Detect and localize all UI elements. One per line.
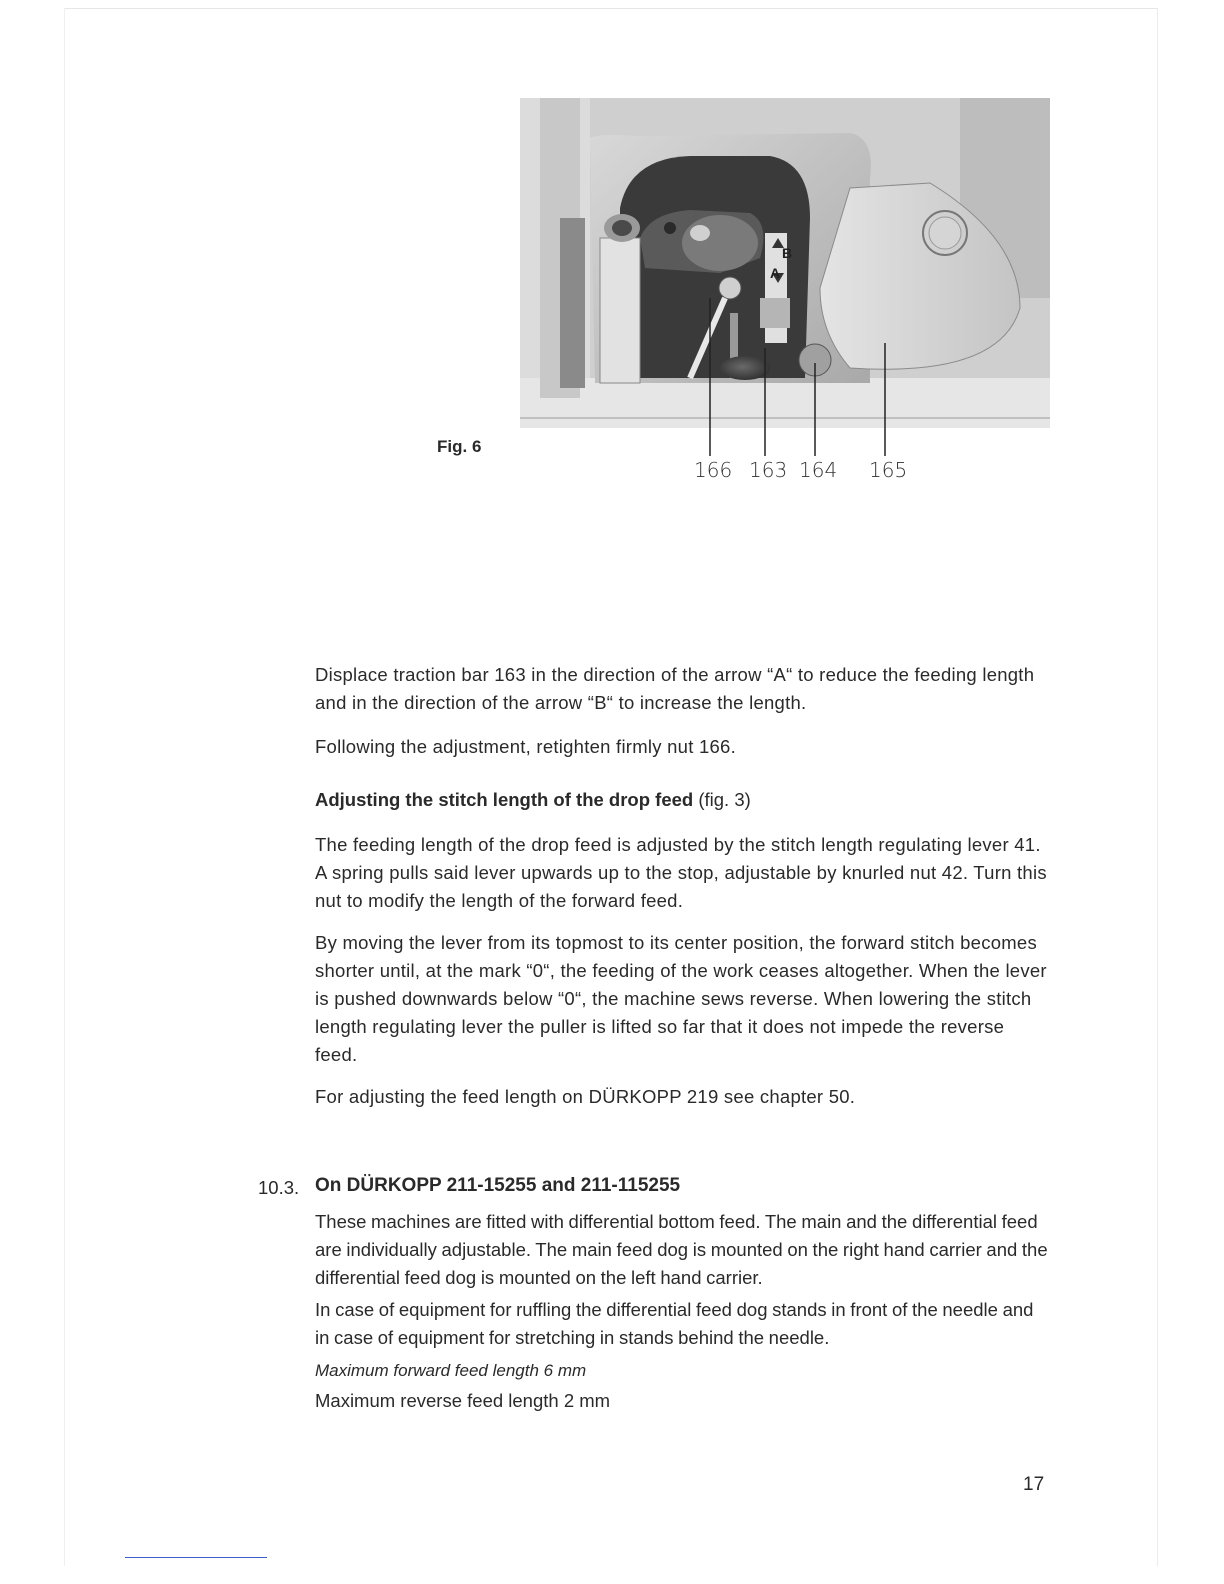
figure-label: Fig. 6 xyxy=(437,437,482,456)
paragraph-lever-position: By moving the lever from its topmost to its center position, the forward stitch becomes shorter until, at the mark “0“, the feeding of the work ceases altogether. When the lever is pushed downwards below “0“, the machine sews reverse. When lowering the stitch length regulating lever the puller is lifted so far that it does not impede the reverse feed. xyxy=(315,932,1047,1065)
callout-lines xyxy=(520,428,920,458)
heading-drop-feed xyxy=(315,789,751,811)
section-title: On DÜRKOPP 211-15255 and 211-115255 xyxy=(315,1175,681,1196)
paragraph-feeding-length: The feeding length of the drop feed is adjusted by the stitch length regulating lever 41. A spring pulls said lever upwards up to the stop, adjustable by knurled nut 42. Turn this nut to modify the length of the forward feed. xyxy=(315,834,1047,911)
heading-drop-feed-title: Adjusting the stitch length of the drop feed xyxy=(315,789,694,810)
page-left-edge xyxy=(64,8,65,1566)
page-right-edge xyxy=(1157,8,1158,1566)
paragraph-traction-bar: Displace traction bar 163 in the direction of the arrow “A“ to reduce the feeding length and in the direction of the arrow “B“ to increase the length. xyxy=(315,664,1035,713)
footer-rule xyxy=(125,1557,267,1558)
paragraph-durkopp-219: For adjusting the feed length on DÜRKOPP 219 see chapter 50. xyxy=(315,1086,856,1107)
paragraph-retighten: Following the adjustment, retighten firmly nut 166. xyxy=(315,736,736,757)
paragraph-differential-feed: These machines are fitted with differential bottom feed. The main and the differential feed are individually adjustable. The main feed dog is mounted on the right hand carrier and the differential feed dog is mounted on the left hand carrier. xyxy=(315,1211,1048,1288)
spec-forward-feed: Maximum forward feed length 6 mm xyxy=(315,1361,587,1380)
arrow-b-label: B xyxy=(782,245,793,261)
arrow-a-label: A xyxy=(770,265,781,281)
page-number: 17 xyxy=(1023,1474,1045,1495)
machine-photo xyxy=(520,98,1050,428)
spec-reverse-feed: Maximum reverse feed length 2 mm xyxy=(315,1390,611,1411)
callout-165: 165 xyxy=(869,458,908,482)
callout-164: 164 xyxy=(799,458,838,482)
callout-166: 166 xyxy=(694,458,733,482)
page-top-edge xyxy=(64,8,1158,9)
callout-163: 163 xyxy=(749,458,788,482)
heading-drop-feed-ref: (fig. 3) xyxy=(693,789,751,810)
paragraph-ruffling: In case of equipment for ruffling the differential feed dog stands in front of the needle and in case of equipment for stretching in stands behind the needle. xyxy=(315,1299,1034,1348)
section-number: 10.3. xyxy=(258,1177,300,1198)
